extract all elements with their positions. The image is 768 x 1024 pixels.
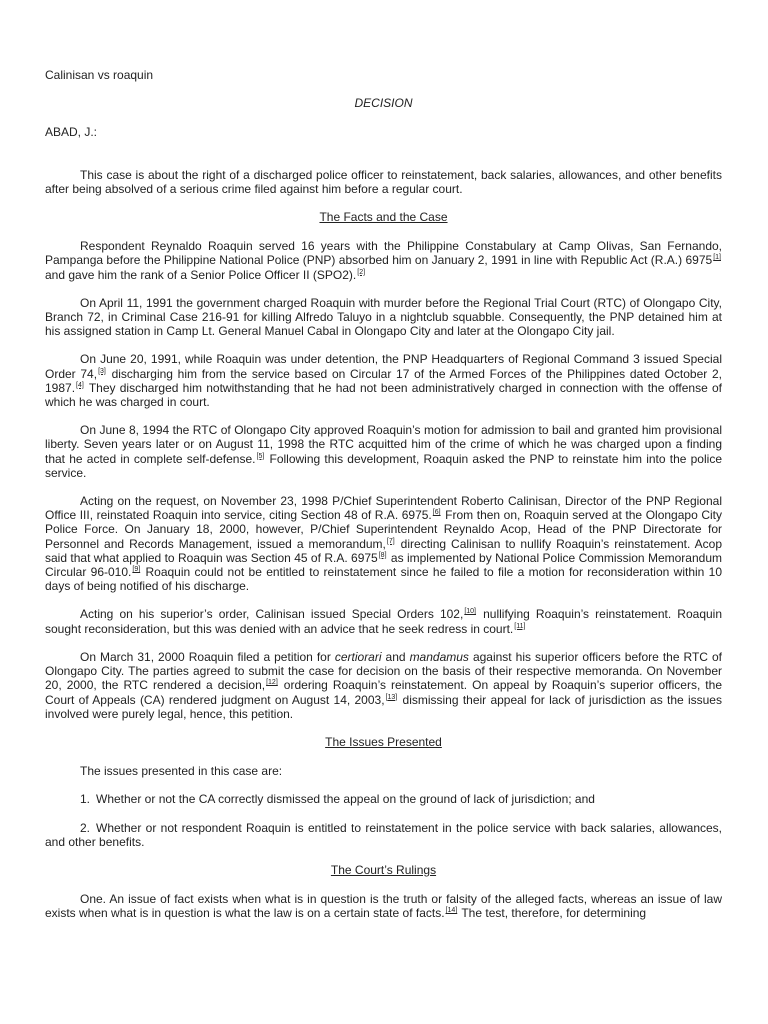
facts-paragraph-1 [45, 239, 722, 282]
rulings-paragraph-1 [45, 892, 722, 920]
footnote-link-11[interactable]: [11] [514, 622, 526, 630]
facts-paragraph-4 [45, 423, 722, 480]
text-run: as implemented by National Police Commission Memorandum Circular 96-010. [45, 550, 722, 580]
footnote-link-7[interactable]: [7] [386, 537, 395, 545]
issue-item-2 [45, 821, 722, 849]
judge-name: ABAD, J.: [45, 125, 98, 140]
case-title: Calinisan vs roaquin [45, 68, 154, 82]
issue-text: Whether or not the CA correctly dismissed the appeal on the ground of lack of jurisdiction; and [96, 792, 595, 807]
footnote-link-1[interactable]: [1] [713, 254, 721, 262]
issue-number: 1. [80, 792, 91, 807]
text-run: directing Calinisan to nullify Roaquin’s reinstatement. Acop said that what applied to Roaquin was Section 45 of R.A. 6975 [45, 536, 722, 565]
footnote-link-5[interactable]: [5] [256, 452, 265, 460]
footnote-link-10[interactable]: [10] [464, 608, 477, 616]
text-run: On June 8, 1994 the RTC of Olongapo City approved Roaquin’s motion for admission to bail and granted him provisional liberty. Seven years later or on August 11, 1998 the RTC acquitted him of the crime of which he was charged upon a finding that he acted in complete self-defense. [45, 423, 722, 466]
text-run: ordering Roaquin’s reinstatement. On appeal by Roaquin’s superior officers, the Court of Appeals (CA) rendered judgment on August 14, 2003, [45, 678, 722, 707]
footnote-link-9[interactable]: [9] [132, 566, 141, 574]
text-run: From then on, Roaquin served at the Olongapo City Police Force. On January 18, 2000, however, P/Chief Superintendent Reynaldo Acop, Head of the PNP Directorate for Personnel and Records Management, issued a memorandum, [45, 508, 722, 551]
issue-number: 2. [80, 820, 91, 835]
text-run: Following this development, Roaquin asked the PNP to reinstate him into the police service. [45, 451, 722, 480]
issue-item-1 [45, 792, 722, 806]
term-mandamus: mandamus [409, 649, 469, 664]
issue-text: Whether or not respondent Roaquin is entitled to reinstatement in the police service with back salaries, allowances, and other benefits. [45, 820, 722, 849]
footnote-link-2[interactable]: [2] [357, 268, 366, 276]
footnote-link-12[interactable]: [12] [266, 679, 278, 687]
text-run: dismissing their appeal for lack of jurisdiction as the issues involved were purely legal, hence, this petition. [45, 692, 722, 721]
text-run: Acting on the request, on November 23, 1998 P/Chief Superintendent Roberto Calinisan, Director of the PNP Regional Office III, reinstated Roaquin into service, citing Section 48 of R.A. 6975. [45, 494, 722, 523]
text-run: Roaquin could not be entitled to reinstatement since he failed to file a motion for reconsideration within 10 days of being notified of his discharge. [45, 565, 722, 594]
heading-facts: The Facts and the Case [319, 210, 448, 225]
facts-paragraph-3 [45, 352, 722, 409]
facts-paragraph-5 [45, 494, 722, 593]
text-run: On June 20, 1991, while Roaquin was under detention, the PNP Headquarters of Regional Command 3 issued Special Order 74, [45, 352, 722, 381]
facts-paragraph-6 [45, 607, 722, 635]
decision-label: DECISION [354, 96, 413, 111]
footnote-link-4[interactable]: [4] [76, 381, 84, 389]
text-run: nullifying Roaquin’s reinstatement. Roaquin sought reconsideration, but this was denied with an advice that he seek redress in court. [45, 607, 723, 636]
term-certiorari: certiorari [334, 649, 382, 664]
text-run: and [381, 649, 410, 664]
footnote-link-8[interactable]: [8] [378, 551, 387, 559]
issues-intro: The issues presented in this case are: [80, 764, 283, 779]
footnote-link-6[interactable]: [6] [432, 509, 441, 517]
text-run: They discharged him notwithstanding that he had not been administratively charged in connection with the offense of which he was charged in court. [45, 380, 722, 410]
facts-paragraph-7 [45, 650, 722, 721]
text-run: discharging him from the service based on Circular 17 of the Armed Forces of the Philippines dated October 2, 1987. [45, 366, 722, 395]
intro-paragraph: This case is about the right of a discharged police officer to reinstatement, back salaries, allowances, and other benefits after being absolved of a serious crime filed against him before a regular court. [45, 167, 722, 196]
text-run: One. An issue of fact exists when what is in question is the truth or falsity of the alleged facts, whereas an issue of law exists when what is in question is what the law is on a certain state of facts. [45, 892, 722, 921]
heading-rulings: The Court’s Rulings [330, 862, 437, 877]
footnote-link-13[interactable]: [13] [385, 693, 398, 701]
text-run: and gave him the rank of a Senior Police Officer II (SPO2). [45, 267, 357, 282]
text-run: On March 31, 2000 Roaquin filed a petition for [80, 649, 335, 664]
facts-paragraph-2: On April 11, 1991 the government charged Roaquin with murder before the Regional Trial Court (RTC) of Olongapo City, Branch 72, in Criminal Case 216-91 for killing Alfredo Taluyo in a nightclub squabble. Consequently, the PNP detained him at his assigned station in Camp Lt. General Manuel Cabal in Olongapo City and later at the Olongapo City jail. [45, 295, 722, 339]
footnote-link-3[interactable]: [3] [98, 367, 106, 375]
heading-issues: The Issues Presented [325, 734, 442, 749]
text-run: The test, therefore, for determining [458, 906, 647, 921]
text-run: Respondent Reynaldo Roaquin served 16 years with the Philippine Constabulary at Camp Olivas, San Fernando, Pampanga before the Philippine National Police (PNP) absorbed him on January 2, 1991 in line with Republic Act (R.A.) 6975 [45, 239, 722, 268]
footnote-link-14[interactable]: [14] [445, 907, 458, 915]
text-run: against his superior officers before the RTC of Olongapo City. The parties agreed to submit the case for decision on the basis of their respective memoranda. On November 20, 2000, the RTC rendered a decision, [45, 649, 722, 693]
text-run: Acting on his superior’s order, Calinisan issued Special Orders 102, [80, 607, 464, 622]
